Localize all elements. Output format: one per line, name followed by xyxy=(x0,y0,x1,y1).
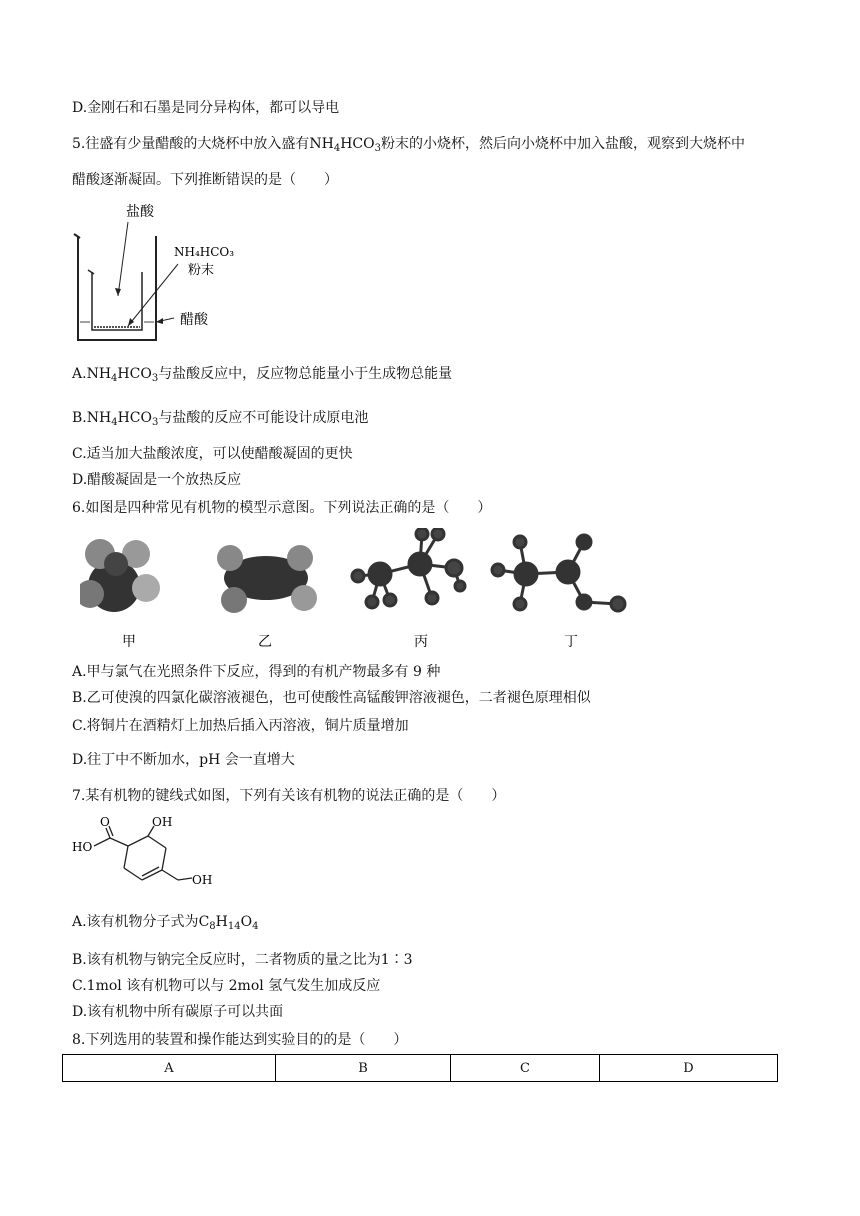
q5-option-a-formula: $NH_4HCO_3$ xyxy=(86,366,159,384)
model-label-jia: 甲 xyxy=(122,634,136,650)
model-label-yi: 乙 xyxy=(258,634,272,650)
label-oh-top: OH xyxy=(152,816,173,829)
q5-option-c: C.适当加大盐酸浓度，可以使醋酸凝固的更快 xyxy=(72,446,353,462)
q6-option-a: A.甲与氯气在光照条件下反应，得到的有机产物最多有 9 种 xyxy=(72,664,441,680)
label-ho-left: HO xyxy=(72,840,93,854)
table-row xyxy=(63,1055,778,1082)
q8-options-table xyxy=(62,1054,778,1082)
label-hcl: 盐酸 xyxy=(126,204,154,220)
q7-option-d: D.该有机物中所有碳原子可以共面 xyxy=(72,1004,284,1020)
label-oh-right: OH xyxy=(192,873,213,887)
label-powder-formula: NH₄HCO₃ xyxy=(174,245,235,259)
table-header-c: C xyxy=(451,1055,600,1082)
model-label-bing: 丙 xyxy=(414,634,428,650)
beaker-figure xyxy=(70,196,270,346)
q6-stem: 6.如图是四种常见有机物的模型示意图。下列说法正确的是（ ） xyxy=(72,500,492,516)
model-ding xyxy=(492,535,625,611)
table-header-b: B xyxy=(276,1055,451,1082)
q7-option-a-formula: $C_8H_{14}O_4$ xyxy=(198,914,259,932)
q5-stem-line1 xyxy=(72,134,745,159)
q6-option-d: D.往丁中不断加水，pH 会一直增大 xyxy=(72,752,295,768)
q4-option-d: D.金刚石和石墨是同分异构体，都可以导电 xyxy=(72,100,340,116)
label-acetic: 醋酸 xyxy=(180,312,208,328)
model-label-ding: 丁 xyxy=(564,634,578,650)
q5-stem-line2: 醋酸逐渐凝固。下列推断错误的是（ ） xyxy=(72,172,338,188)
q6-option-b: B.乙可使溴的四氯化碳溶液褪色，也可使酸性高锰酸钾溶液褪色，二者褪色原理相似 xyxy=(72,690,591,706)
skeletal-structure-figure xyxy=(68,816,218,896)
q7-option-a: A.该有机物分子式为$C_8H_{14}O_4$ xyxy=(72,914,259,932)
q5-stem-part1: 5.往盛有少量醋酸的大烧杯中放入盛有 xyxy=(72,136,310,152)
molecular-models-figure xyxy=(80,528,640,654)
model-bing xyxy=(352,528,465,608)
q7-option-c: C.1mol 该有机物可以与 2mol 氢气发生加成反应 xyxy=(72,978,381,994)
q8-stem: 8.下列选用的装置和操作能达到实验目的的是（ ） xyxy=(72,1032,408,1048)
q5-option-a: $A.NH_4HCO_3$与盐酸反应中，反应物总能量小于生成物总能量 xyxy=(72,366,453,384)
model-jia xyxy=(80,539,160,612)
q5-option-b: $B.NH_4HCO_3$与盐酸的反应不可能设计成原电池 xyxy=(72,410,369,428)
table-header-d: D xyxy=(600,1055,778,1082)
q5-formula: $NH_4HCO_3$ xyxy=(309,136,381,154)
q5-option-d: D.醋酸凝固是一个放热反应 xyxy=(72,472,242,488)
label-powder: 粉末 xyxy=(188,263,215,278)
q7-option-b: B.该有机物与钠完全反应时，二者物质的量之比为1∶3 xyxy=(72,952,413,968)
table-header-a: A xyxy=(63,1055,276,1082)
q7-stem: 7.某有机物的键线式如图，下列有关该有机物的说法正确的是（ ） xyxy=(72,788,506,804)
model-yi xyxy=(217,545,317,613)
q5-option-b-formula: $NH_4HCO_3$ xyxy=(86,410,159,428)
q6-option-c: C.将铜片在酒精灯上加热后插入丙溶液，铜片质量增加 xyxy=(72,718,409,734)
q5-stem-part2: 粉末的小烧杯，然后向小烧杯中加入盐酸，观察到大烧杯中 xyxy=(380,136,745,152)
label-o-top: O xyxy=(100,816,110,829)
